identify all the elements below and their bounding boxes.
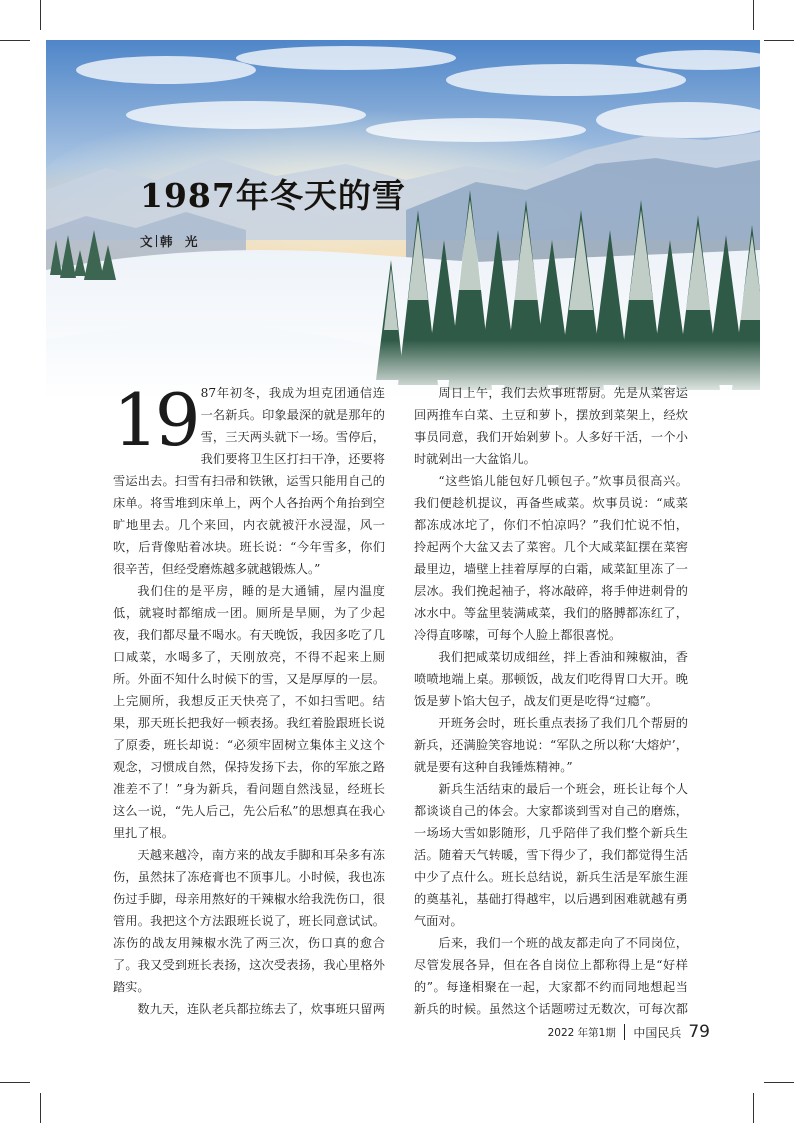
paragraph-10: 开班务会时，班长重点表扬了我们几个帮厨的新兵，还满脸笑容地说：“军队之所以称‘大熔炉’，就是要有这种自我锤炼精神。” — [414, 716, 688, 774]
byline-divider — [156, 235, 158, 247]
paragraph-1-text: 87年初冬，我成为坦克团通信连一名新兵。印象最深的就是那年的雪，三天两头就下一场。雪停后，我们要将卫生区打扫干净，还要将雪运出去。扫雪有扫帚和铁锹，运雪只能用自己的床单。将雪堆到床单上，两个人各抬两个角抬到空旷地里去。几个来回，内衣就被汗水浸湿，风一吹，后背像贴着冰块。班长说：“今年雪多，你们很辛苦，但经受磨炼越多就越锻炼人。” — [113, 386, 385, 576]
crop-mark-top-right-v — [753, 0, 754, 30]
page-footer — [548, 1022, 710, 1042]
snow-landscape-illustration — [46, 40, 760, 400]
byline-prefix: 文 — [140, 234, 153, 249]
paragraph-12 — [414, 932, 688, 1022]
paragraph-12-text: 后来，我们一个班的战友都走向了不同岗位，尽管发展各异，但在各自岗位上都称得上是“好样的”。每逢相聚在一起，大家都不约而同地想起当新兵的时候。虽然这个话题唠过无数次，可每次都 — [414, 936, 688, 1016]
hero-snow-landscape-image — [46, 40, 760, 400]
paragraph-9: 我们把咸菜切成细丝，拌上香油和辣椒油，香喷喷地端上桌。那顿饭，战友们吃得胃口大开。晚饭是萝卜馅大包子，战友们更是吃得“过瘾”。 — [414, 650, 688, 708]
paragraph-11: 新兵生活结束的最后一个班会，班长让每个人都谈谈自己的体会。大家都谈到雪对自己的磨炼，一场场大雪如影随形，几乎陪伴了我们整个新兵生活。随着天气转暖，雪下得少了，我们都觉得生活中少了点什么。班长总结说，新兵生活是军旅生涯的奠基礼，基础打得越牢，以后遇到困难就越有勇气面对。 — [414, 782, 688, 928]
issue-label: 2022 年第1期 — [547, 1026, 616, 1039]
page-number: 79 — [688, 1022, 710, 1042]
paragraph-1 — [113, 382, 385, 580]
crop-mark-top-left-h — [0, 40, 30, 41]
article-title: 1987年冬天的雪 — [140, 176, 406, 215]
byline-author: 韩 光 — [160, 234, 198, 249]
crop-mark-bottom-left-h — [0, 1082, 30, 1083]
article-column-right — [414, 382, 688, 1022]
crop-mark-top-left-v — [40, 0, 41, 30]
paragraph-7: 周日上午，我们去炊事班帮厨。先是从菜窖运回两推车白菜、土豆和萝卜，摆放到菜架上，经炊事员同意，我们开始剁萝卜。人多好干活，一个小时就剁出一大盆馅儿。 — [414, 386, 688, 466]
byline — [140, 232, 198, 250]
crop-mark-bottom-right-h — [764, 1082, 794, 1083]
paragraph-3: 天越来越冷，南方来的战友手脚和耳朵多有冻伤，虽然抹了冻疮膏也不顶事儿。小时候，我也冻伤过手脚，母亲用熬好的干辣椒水给我洗伤口，很管用。我把这个方法跟班长说了，班长同意试试。冻伤的战友用辣椒水洗了两三次，伤口真的愈合了。我又受到班长表扬，这次受表扬，我心里格外踏实。 — [113, 848, 385, 994]
paragraph-8: “这些馅儿能包好几顿包子。”炊事员很高兴。我们便趁机提议，再备些咸菜。炊事员说：“咸菜都冻成冰坨了，你们不怕凉吗？”我们忙说不怕，拎起两个大盆又去了菜窖。几个大咸菜缸摆在菜窖最里边，墙壁上挂着厚厚的白霜，咸菜缸里冻了一层冰。我们挽起袖子，将冰敲碎，将手伸进刺骨的冰水中。等盆里装满咸菜，我们的胳膊都冻红了，冷得直哆嗦，可每个人脸上都很喜悦。 — [414, 474, 688, 642]
drop-cap: 19 — [113, 382, 197, 462]
paragraph-2: 我们住的是平房，睡的是大通铺，屋内温度低，就寝时都缩成一团。厕所是旱厕，为了少起夜，我们都尽量不喝水。有天晚饭，我因多吃了几口咸菜，水喝多了，天刚放亮，不得不起来上厕所。外面不知什么时候下的雪，又是厚厚的一层。上完厕所，我想反正天快亮了，不如扫雪吧。结果，那天班长把我好一顿表扬。我红着脸跟班长说了原委，班长却说：“必须牢固树立集体主义这个观念，习惯成自然，保持发扬下去，你的军旅之路准差不了！”身为新兵，看问题自然浅显，经班长这么一说，“先人后己，先公后私”的思想真在我心里扎了根。 — [113, 584, 385, 840]
paragraph-4: 数九天，连队老兵都拉练去了，炊事班只留两 — [137, 1002, 385, 1016]
crop-mark-top-right-h — [764, 40, 794, 41]
crop-mark-bottom-right-v — [753, 1093, 754, 1123]
crop-mark-bottom-left-v — [40, 1093, 41, 1123]
magazine-name: 中国民兵 — [633, 1025, 682, 1040]
footer-divider — [624, 1024, 626, 1040]
article-column-left — [113, 382, 385, 1022]
